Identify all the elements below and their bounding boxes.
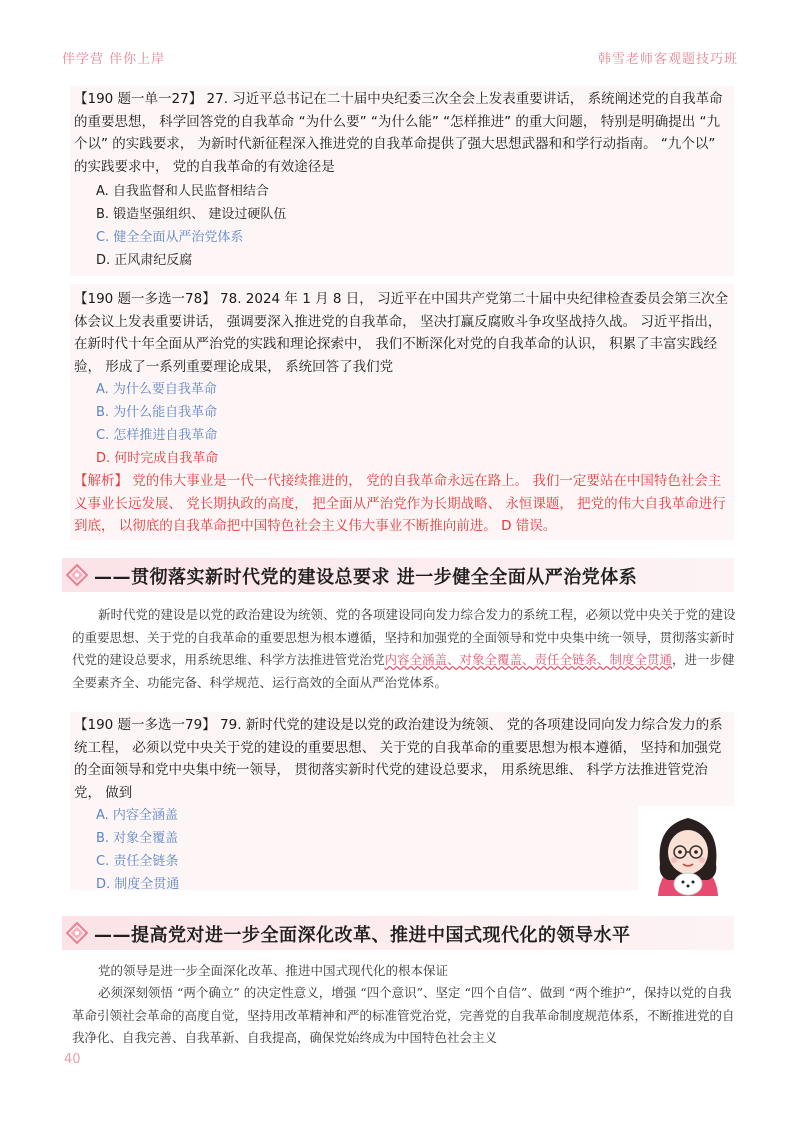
section-heading-2 bbox=[62, 916, 734, 950]
q78-option-b: B. 为什么能自我革命 bbox=[96, 405, 218, 420]
question-78-text: 【190 题一多选一78】 78. 2024 年 1 月 8 日， 习近平在中国共产党第二十届中央纪律检查委员会第三次全体会议上发表重要讲话， 强调要深入推进党的自我革命， 坚决打赢反腐败斗争攻坚战持久战。 习近平指出， 在新时代十年全面从严治党的实践和理论探索中， 我们不断深化对党的自我革命的认识， 积累了丰富实践经验， 形成了一系列重要理论成果， 系统回答了我们党 bbox=[74, 291, 729, 375]
q79-option-a: A. 内容全涵盖 bbox=[96, 808, 178, 823]
question-79-text: 【190 题一多选一79】 79. 新时代党的建设是以党的政治建设为统领、 党的各项建设同向发力综合发力的系统工程， 必须以党中央关于党的建设的重要思想、 关于党的自我革命的重要思想为根本遵循， 坚持和加强党的全面领导和党中央集中统一领导， 贯彻落实新时代党的建设总要求， 用系统思维、 科学方法推进管党治党， 做到 bbox=[74, 717, 723, 801]
q78-option-c: C. 怎样推进自我革命 bbox=[96, 428, 218, 443]
q79-option-b: B. 对象全覆盖 bbox=[96, 831, 179, 846]
section-1-paragraph bbox=[72, 604, 736, 694]
section-heading-1 bbox=[62, 558, 734, 592]
section-1-highlight: 内容全涵盖、对象全覆盖、责任全链条、制度全贯通 bbox=[384, 652, 673, 667]
header-right: 韩雪老师客观题技巧班 bbox=[597, 52, 738, 67]
question-79-block bbox=[70, 712, 734, 890]
section-2-paragraph-2: 必须深刻领悟 “两个确立” 的决定性意义，增强 “四个意识”、坚定 “四个自信”、做到 “两个维护”，保持以党的自我革命引领社会革命的高度自觉，坚持用改革精神和严的标准管党治党，完善党的自我革命制度规范体系，不断推进党的自我净化、自我完善、自我革新、自我提高，确保党始终成为中国特色社会主义 bbox=[72, 985, 735, 1045]
page-number: 40 bbox=[64, 1052, 81, 1067]
diamond-section-icon bbox=[66, 922, 88, 944]
q78-option-a: A. 为什么要自我革命 bbox=[96, 382, 217, 397]
q78-analysis: 【解析】 党的伟大事业是一代一代接续推进的， 党的自我革命永远在路上。 我们一定要站在中国特色社会主义事业长远发展、 党长期执政的高度， 把全面从严治党作为长期战略、 永恒课题， 把党的伟大自我革命进行到底， 以彻底的自我革命把中国特色社会主义伟大事业不断推向前进。 D 错误。 bbox=[74, 473, 726, 534]
q27-option-d: D. 正风肃纪反腐 bbox=[96, 253, 193, 268]
q78-option-d: D. 何时完成自我革命 bbox=[96, 451, 219, 466]
question-27-text: 【190 题一单一27】 27. 习近平总书记在二十届中央纪委三次全会上发表重要讲话， 系统阐述党的自我革命的重要思想， 科学回答党的自我革命 “为什么要” “为什么能” “怎样推进” 的重大问题， 特别是明确提出 “九个以” 的实践要求， 为新时代新征程深入推进党的自我革命提供了强大思想武器和和学行动指南。 “九个以” 的实践要求中， 党的自我革命的有效途径是 bbox=[74, 91, 723, 175]
q79-option-d: D. 制度全贯通 bbox=[96, 877, 180, 892]
diamond-section-icon bbox=[66, 564, 88, 586]
teacher-avatar bbox=[638, 806, 738, 898]
q27-option-b: B. 锻造坚强组织、 建设过硬队伍 bbox=[96, 207, 287, 222]
section-2-title: ——提高党对进一步全面深化改革、推进中国式现代化的领导水平 bbox=[94, 925, 631, 946]
section-1-title: ——贯彻落实新时代党的建设总要求 进一步健全全面从严治党体系 bbox=[94, 567, 638, 588]
q27-option-c: C. 健全全面从严治党体系 bbox=[96, 230, 244, 245]
header-left: 伴学营 伴你上岸 bbox=[62, 52, 166, 67]
question-27-block bbox=[70, 86, 734, 276]
q27-option-a: A. 自我监督和人民监督相结合 bbox=[96, 184, 269, 199]
section-1-para-before: 新时代党的建设是以党的政治建设为统领、党的各项建设同向发力综合发力的系统工程，必须以党中央关于党的建设的重要思想、关于党的自我革命的重要思想为根本遵循，坚持和加强党的全面领导和党中央集中统一领导，贯彻落实新时代党的建设总要求，用系统思维、科学方法推进管党治党 bbox=[72, 607, 736, 667]
question-78-block bbox=[70, 284, 734, 540]
section-1-para-after: ，进一步健全要素齐全、功能完备、科学规范、运行高效的全面从严治党体系。 bbox=[72, 652, 735, 690]
section-2-paragraph-1: 党的领导是进一步全面深化改革、推进中国式现代化的根本保证 bbox=[98, 963, 449, 978]
q79-option-c: C. 责任全链条 bbox=[96, 854, 179, 869]
